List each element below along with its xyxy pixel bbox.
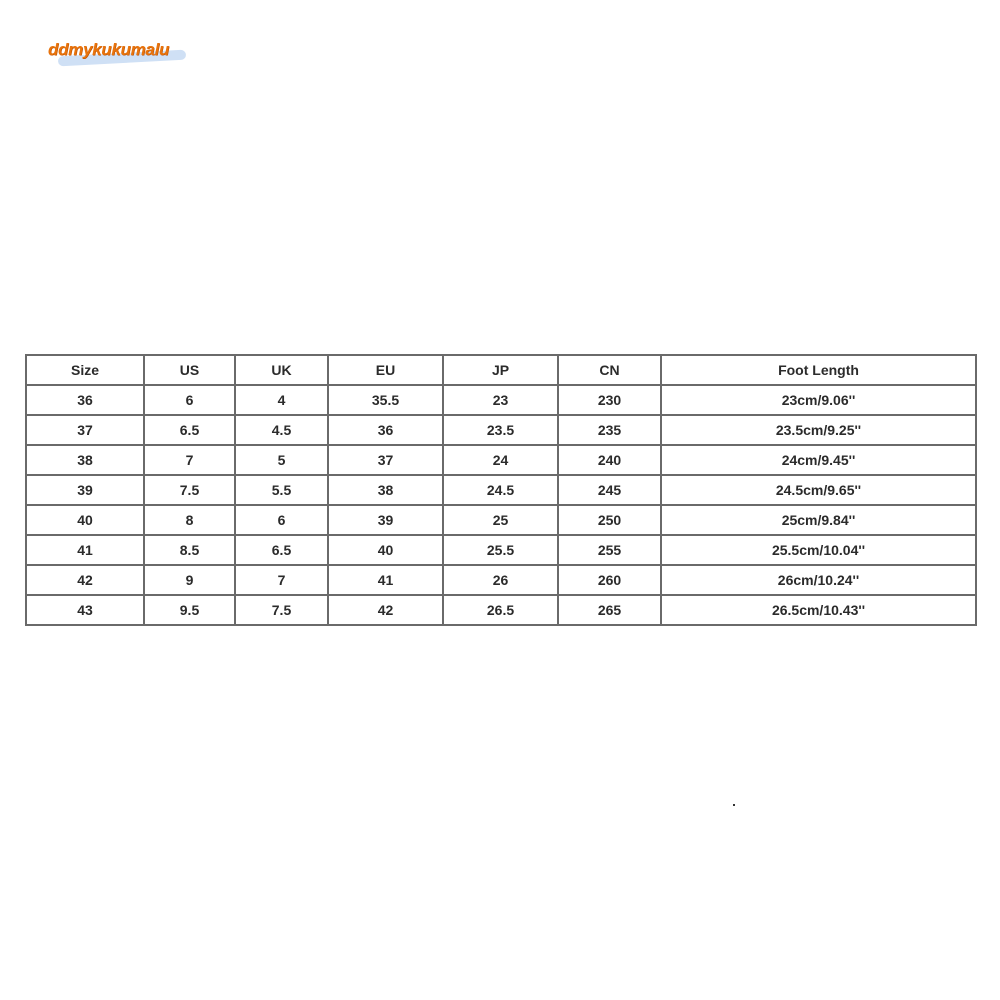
cell-eu: 40 bbox=[328, 535, 443, 565]
brand-logo bbox=[48, 38, 188, 70]
cell-cn: 250 bbox=[558, 505, 661, 535]
cell-eu: 41 bbox=[328, 565, 443, 595]
header-jp: JP bbox=[443, 355, 558, 385]
cell-foot-length: 24.5cm/9.65'' bbox=[661, 475, 976, 505]
cell-foot-length: 26.5cm/10.43'' bbox=[661, 595, 976, 625]
table-row bbox=[26, 595, 976, 625]
cell-eu: 37 bbox=[328, 445, 443, 475]
cell-jp: 26.5 bbox=[443, 595, 558, 625]
cell-eu: 42 bbox=[328, 595, 443, 625]
header-eu: EU bbox=[328, 355, 443, 385]
cell-jp: 24 bbox=[443, 445, 558, 475]
cell-size: 38 bbox=[26, 445, 144, 475]
table-row bbox=[26, 385, 976, 415]
size-chart-table bbox=[25, 354, 977, 626]
table-row bbox=[26, 535, 976, 565]
cell-jp: 25 bbox=[443, 505, 558, 535]
cell-us: 7 bbox=[144, 445, 235, 475]
cell-jp: 25.5 bbox=[443, 535, 558, 565]
cell-cn: 255 bbox=[558, 535, 661, 565]
table-row bbox=[26, 505, 976, 535]
cell-eu: 38 bbox=[328, 475, 443, 505]
header-us: US bbox=[144, 355, 235, 385]
cell-uk: 5.5 bbox=[235, 475, 328, 505]
header-uk: UK bbox=[235, 355, 328, 385]
cell-jp: 26 bbox=[443, 565, 558, 595]
cell-size: 41 bbox=[26, 535, 144, 565]
cell-cn: 265 bbox=[558, 595, 661, 625]
header-foot-length: Foot Length bbox=[661, 355, 976, 385]
cell-size: 37 bbox=[26, 415, 144, 445]
cell-uk: 4 bbox=[235, 385, 328, 415]
cell-eu: 39 bbox=[328, 505, 443, 535]
cell-size: 40 bbox=[26, 505, 144, 535]
cell-jp: 23 bbox=[443, 385, 558, 415]
table-row bbox=[26, 415, 976, 445]
cell-us: 6 bbox=[144, 385, 235, 415]
cell-us: 9.5 bbox=[144, 595, 235, 625]
cell-foot-length: 23cm/9.06'' bbox=[661, 385, 976, 415]
cell-foot-length: 24cm/9.45'' bbox=[661, 445, 976, 475]
header-cn: CN bbox=[558, 355, 661, 385]
cell-size: 42 bbox=[26, 565, 144, 595]
stray-dot bbox=[733, 804, 735, 806]
cell-uk: 7.5 bbox=[235, 595, 328, 625]
cell-uk: 5 bbox=[235, 445, 328, 475]
cell-foot-length: 25.5cm/10.04'' bbox=[661, 535, 976, 565]
cell-uk: 4.5 bbox=[235, 415, 328, 445]
cell-size: 39 bbox=[26, 475, 144, 505]
cell-us: 8.5 bbox=[144, 535, 235, 565]
cell-jp: 23.5 bbox=[443, 415, 558, 445]
brand-name: ddmykukumalu bbox=[48, 40, 170, 59]
cell-foot-length: 23.5cm/9.25'' bbox=[661, 415, 976, 445]
cell-size: 43 bbox=[26, 595, 144, 625]
cell-foot-length: 25cm/9.84'' bbox=[661, 505, 976, 535]
cell-eu: 36 bbox=[328, 415, 443, 445]
cell-uk: 7 bbox=[235, 565, 328, 595]
cell-uk: 6 bbox=[235, 505, 328, 535]
cell-cn: 260 bbox=[558, 565, 661, 595]
cell-size: 36 bbox=[26, 385, 144, 415]
header-size: Size bbox=[26, 355, 144, 385]
cell-cn: 230 bbox=[558, 385, 661, 415]
cell-us: 8 bbox=[144, 505, 235, 535]
table-row bbox=[26, 565, 976, 595]
cell-jp: 24.5 bbox=[443, 475, 558, 505]
cell-eu: 35.5 bbox=[328, 385, 443, 415]
cell-cn: 235 bbox=[558, 415, 661, 445]
cell-us: 6.5 bbox=[144, 415, 235, 445]
table-row bbox=[26, 445, 976, 475]
cell-uk: 6.5 bbox=[235, 535, 328, 565]
cell-us: 7.5 bbox=[144, 475, 235, 505]
cell-cn: 245 bbox=[558, 475, 661, 505]
cell-us: 9 bbox=[144, 565, 235, 595]
cell-cn: 240 bbox=[558, 445, 661, 475]
cell-foot-length: 26cm/10.24'' bbox=[661, 565, 976, 595]
header-row bbox=[26, 355, 976, 385]
table-row bbox=[26, 475, 976, 505]
